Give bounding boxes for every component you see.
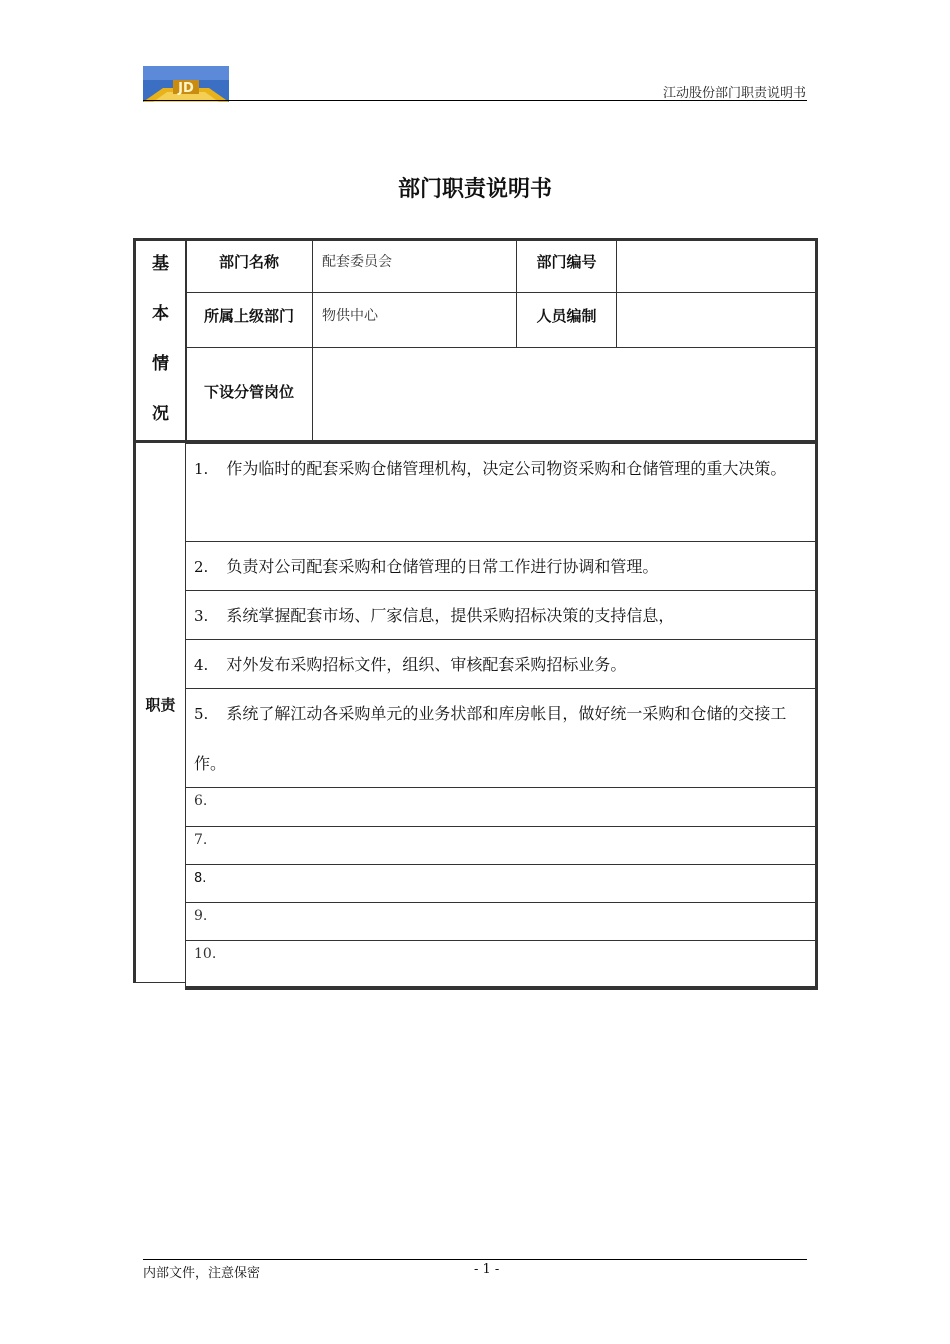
duty-number: 2.: [194, 558, 209, 576]
duty-number: 9.: [194, 908, 208, 924]
parent-dept-label: 所属上级部门: [203, 307, 294, 325]
duty-item-1: [186, 444, 815, 541]
duty-text: 作为临时的配套采购仓储管理机构，决定公司物资采购和仓储管理的重大决策。: [226, 459, 787, 478]
divider: [312, 241, 313, 440]
duty-number: 8.: [194, 871, 207, 886]
duty-text: 对外发布采购招标文件，组织、审核配套采购招标业务。: [226, 655, 627, 674]
dept-name-label: 部门名称: [218, 253, 279, 271]
duty-item-10: [186, 941, 815, 981]
dept-name-value: 配套委员会: [322, 254, 392, 270]
basic-info-section-label: [136, 241, 185, 440]
duty-number: 10.: [194, 946, 217, 962]
sub-posts-label: 下设分管岗位: [203, 383, 294, 401]
duty-number: 3.: [194, 607, 209, 625]
divider: [616, 241, 617, 347]
duty-item-5: [186, 689, 815, 787]
document-title: 部门职责说明书: [397, 177, 552, 202]
section-char: 本: [152, 304, 169, 324]
header-divider: [143, 100, 807, 101]
dept-code-label: 部门编号: [536, 253, 597, 271]
duty-number: 5.: [194, 705, 209, 723]
duty-item-6: [186, 788, 815, 826]
duty-item-4: [186, 640, 815, 688]
company-logo: [143, 66, 229, 102]
logo-text: JD: [178, 81, 194, 96]
section-char: 情: [152, 354, 169, 374]
duty-number: 4.: [194, 656, 209, 674]
duty-item-8: [186, 865, 815, 903]
staffing-label: 人员编制: [536, 307, 597, 325]
footer-divider: [143, 1259, 807, 1260]
duty-number: 6.: [194, 793, 208, 809]
duty-text: 系统了解江动各采购单元的业务状部和库房帐目，做好统一采购和仓储的交接工作。: [194, 704, 787, 773]
duty-number: 7.: [194, 832, 208, 848]
duty-number: 1.: [194, 460, 209, 478]
confidential-notice: 内部文件，注意保密: [143, 1266, 261, 1281]
header-title: 江动股份部门职责说明书: [662, 86, 806, 101]
duties-label: 职责: [145, 696, 176, 714]
divider: [186, 292, 815, 293]
duty-item-2: [186, 542, 815, 590]
duty-item-9: [186, 903, 815, 941]
duties-label-column: [133, 443, 185, 983]
divider: [186, 347, 815, 348]
duty-text: 系统掌握配套市场、厂家信息，提供采购招标决策的支持信息，: [226, 606, 675, 625]
duty-item-3: [186, 591, 815, 639]
basic-info-table: [133, 238, 818, 443]
duty-text: 负责对公司配套采购和仓储管理的日常工作进行协调和管理。: [226, 557, 659, 576]
section-char: 况: [152, 404, 169, 424]
section-char: 基: [152, 254, 169, 274]
duties-table: [185, 443, 818, 990]
page-number: - 1 -: [474, 1262, 500, 1277]
parent-dept-value: 物供中心: [322, 308, 378, 324]
duty-item-7: [186, 827, 815, 865]
logo-graphic: [143, 66, 229, 102]
